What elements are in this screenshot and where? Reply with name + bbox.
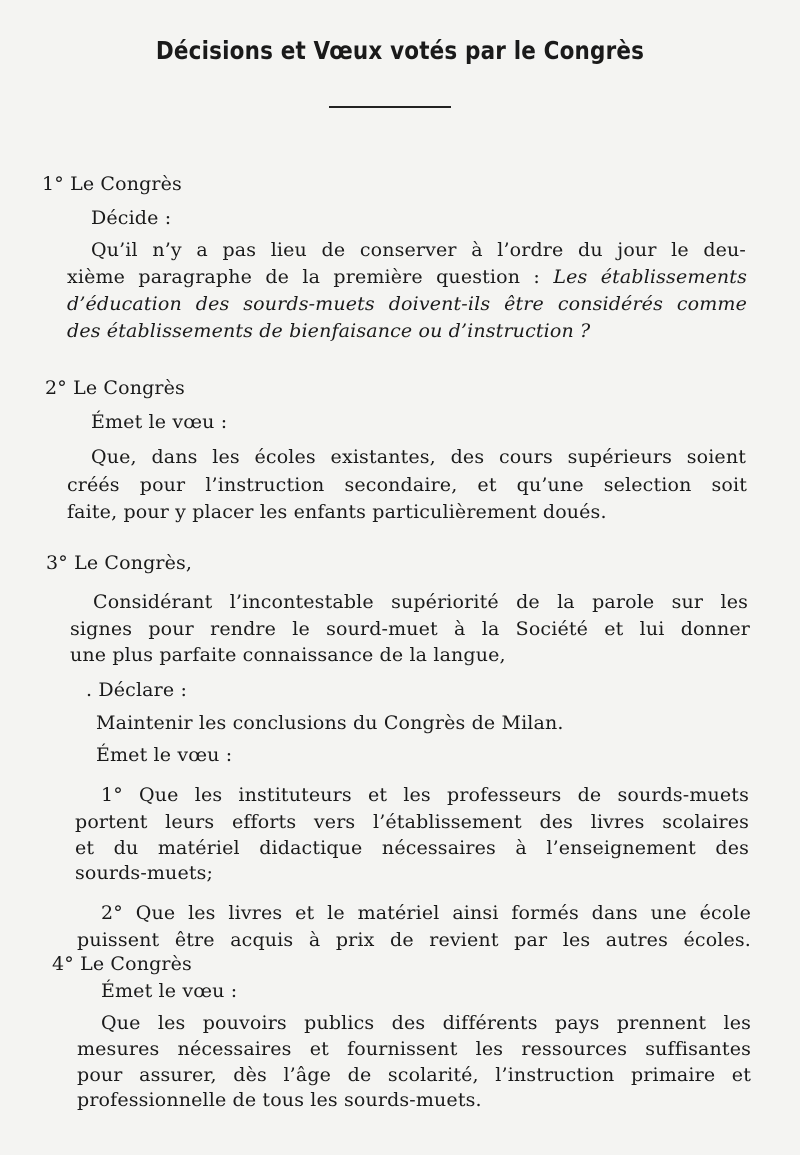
section-3-item-1-line-1: 1° Que les instituteurs et les professeurs de sourds-muets xyxy=(101,784,749,806)
section-4-line-2: mesures nécessaires et fournissent les ressources suffisantes xyxy=(77,1038,751,1060)
section-2-line-1: Que, dans les écoles existantes, des cours supérieurs soient xyxy=(91,446,746,468)
section-3-item-1-line-3: et du matériel didactique nécessaires à l’enseignement des xyxy=(75,837,749,859)
section-3-line-3: une plus parfaite connaissance de la langue, xyxy=(70,644,506,666)
section-2-heading: 2° Le Congrès xyxy=(45,377,185,399)
section-1-heading: 1° Le Congrès xyxy=(42,173,182,195)
section-3-item-1-line-2: portent leurs efforts vers l’établissement des livres scolaires xyxy=(75,811,749,833)
section-4-verb: Émet le vœu : xyxy=(101,980,238,1002)
section-3-item-1-line-4: sourds-muets; xyxy=(75,862,214,884)
section-1-line-2-italic: Les établissements xyxy=(553,266,747,288)
section-1-verb: Décide : xyxy=(91,207,172,229)
section-1-line-2-roman: xième paragraphe de la première question : xyxy=(67,266,554,288)
section-3-verb: Émet le vœu : xyxy=(96,744,233,766)
section-3-item-2-line-1: 2° Que les livres et le matériel ainsi formés dans une école xyxy=(101,902,751,924)
section-2-line-2: créés pour l’instruction secondaire, et qu’une selection soit xyxy=(67,474,747,496)
section-3-declare: . Déclare : xyxy=(86,679,188,701)
title-divider xyxy=(329,106,451,108)
section-4-line-4: professionnelle de tous les sourds-muets. xyxy=(77,1089,482,1111)
section-3-item-2-line-2: puissent être acquis à prix de revient par les autres écoles. xyxy=(77,929,751,951)
section-3-line-2: signes pour rendre le sourd-muet à la Société et lui donner xyxy=(70,618,750,640)
section-3-maintenir: Maintenir les conclusions du Congrès de Milan. xyxy=(96,712,564,734)
section-4-line-1: Que les pouvoirs publics des différents pays prennent les xyxy=(101,1012,751,1034)
section-4-line-3: pour assurer, dès l’âge de scolarité, l’instruction primaire et xyxy=(77,1064,751,1086)
section-1-line-3: d’éducation des sourds-muets doivent-ils être considérés comme xyxy=(67,293,747,315)
page-title: Décisions et Vœux votés par le Congrès xyxy=(155,36,645,65)
section-3-line-1: Considérant l’incontestable supériorité de la parole sur les xyxy=(93,591,748,613)
section-3-heading: 3° Le Congrès, xyxy=(46,552,193,574)
section-4-heading: 4° Le Congrès xyxy=(52,953,192,975)
section-1-line-1: Qu’il n’y a pas lieu de conserver à l’ordre du jour le deu- xyxy=(91,239,746,261)
section-2-line-3: faite, pour y placer les enfants particulièrement doués. xyxy=(67,501,607,523)
section-1-line-4: des établissements de bienfaisance ou d’instruction ? xyxy=(67,320,591,342)
section-1-line-2 xyxy=(67,265,747,289)
section-2-verb: Émet le vœu : xyxy=(91,411,228,433)
